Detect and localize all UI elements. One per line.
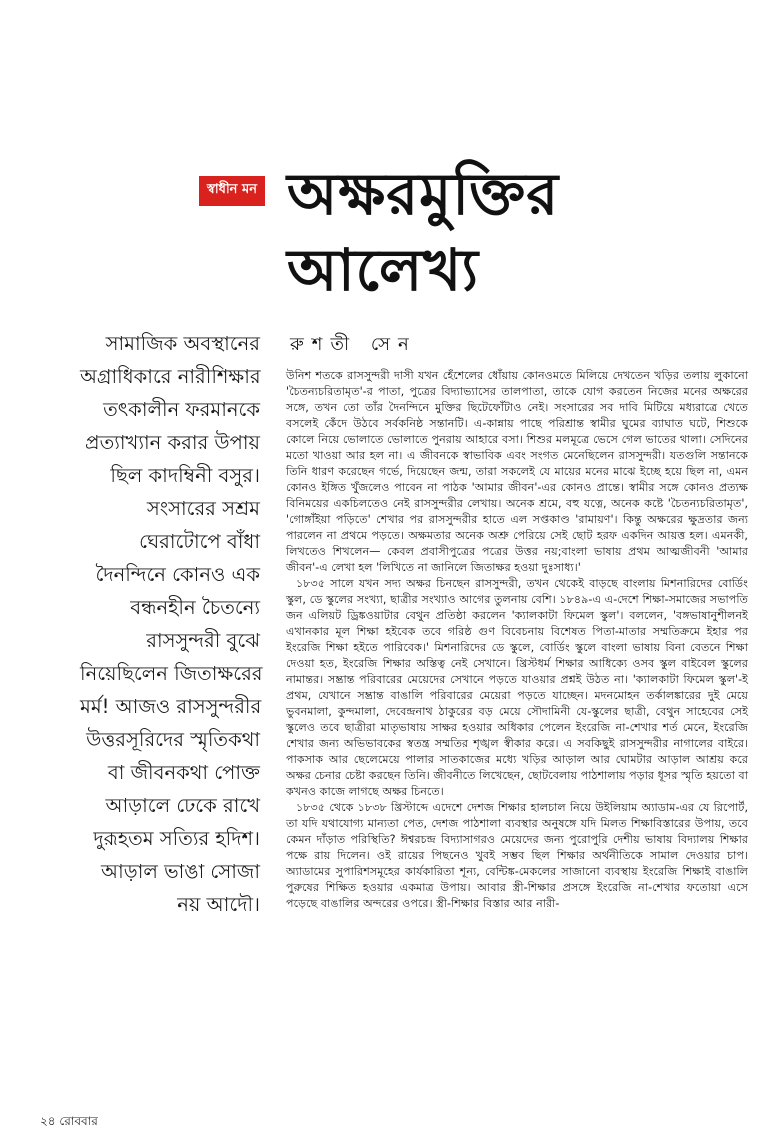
pull-quote-line: তৎকালীন ফরমানকে: [103, 398, 260, 421]
pull-quote-line: উত্তরসূরিদের স্মৃতিকথা: [86, 728, 260, 751]
pull-quote-line: ছিল কাদম্বিনী বসুর।: [110, 464, 260, 487]
pull-quote-line: মর্ম! আজও রাসসুন্দরীর: [80, 695, 262, 718]
pull-quote-line: সামাজিক অবস্থানের: [105, 332, 260, 355]
pull-quote-line: আড়ালে ঢেকে রাখে: [105, 794, 260, 817]
title-line: অক্ষরমুক্তির: [287, 160, 560, 228]
article-body: [286, 368, 748, 912]
pull-quote-line: আড়াল ভাঙা সোজা: [101, 860, 260, 883]
article-title: [287, 156, 757, 308]
pull-quote-line: রাসসুন্দরী বুঝে: [146, 629, 260, 652]
title-line: আলেখ্য: [287, 236, 480, 304]
author-byline: রুশতী সেন: [290, 334, 417, 355]
pull-quote-line: দুরূহতম সত্যির হদিশ।: [93, 827, 260, 850]
body-paragraph: ১৮৩৫ থেকে ১৮৩৮ খ্রিস্টাব্দে এদেশে দেশজ শিক্ষার হালচাল নিয়ে উইলিয়াম অ্যাডাম-এর যে রিপোর্ট, তা যদি যথাযোগ্য মান্যতা পেত, দেশজ পাঠশালা ব্যবস্থার অনুষঙ্গে যদি মিলত শিক্ষাবিস্তারের উপায়, তবে কেমন দাঁড়াত পরিস্থিতি? ঈশ্বরচন্দ্র বিদ্যাসাগরও মেয়েদের জন্য পুরোপুরি দেশীয় ভাষায় বিদ্যালয় শিক্ষার পক্ষে রায় দিলেন। ওই রায়ের পিছনেও খুবই সম্ভব ছিল শিক্ষার অর্থনীতিকে সামাল দেওয়ার চাপ। অ্যাডামের সুপারিশসমূহের কার্যকারিতা শূন্য, বেন্টিঙ্ক-মেকলের সাজানো ব্যবস্থায় ইংরেজি শিক্ষাই বাঙালি পুরুষের শিক্ষিত হওয়ার একমাত্র উপায়। আবার স্ত্রী-শিক্ষার প্রসঙ্গে ইংরেজি না-শেখার ফতোয়া এসে পড়েছে বাঙালির অন্দরের ওপরে। স্ত্রী-শিক্ষার বিস্তার আর নারী-: [286, 801, 748, 910]
pull-quote-line: বা জীবনকথা পোক্ত: [107, 761, 260, 784]
pull-quote-line: প্রত্যাখ্যান করার উপায়: [85, 431, 260, 454]
pull-quote-line: বন্ধনহীন চৈতন্যে: [130, 596, 260, 619]
pull-quote-line: দৈনন্দিনে কোনও এক: [95, 563, 260, 586]
pull-quote: [80, 327, 263, 921]
body-paragraph: ১৮৩৫ সালে যখন সদ্য অক্ষর চিনছেন রাসসুন্দরী, তখন থেকেই বাড়ছে বাংলায় মিশনারিদের বোর্ডিং স্কুল, ডে স্কুলের সংখ্যা, ছাত্রীর সংখ্যাও আগের তুলনায় বেশি। ১৮৪৯-এ এ-দেশে শিক্ষা-সমাজের সভাপতি জন এলিয়ট ড্রিঙ্কওয়াটার বেথুন প্রতিষ্ঠা করলেন 'ক্যালকাটা ফিমেল স্কুল'। বললেন, 'বঙ্গভাষানুশীলনই এখানকার মূল শিক্ষা হইবেক তবে গরিষ্ঠ গুণ বিবেচনায় বিশেষত পিতা-মাতার সম্মতিক্রমে ইহার পর ইংরেজি শিক্ষা হইতে পারিবেক।' মিশনারিদের ডে স্কুলে, বোর্ডিং স্কুলে বাংলা ভাষায় বিনা বেতনে শিক্ষা দেওয়া হত, ইংরেজি শিক্ষার অস্তিত্ব নেই সেখানে। খ্রিস্টধর্ম শিক্ষার আধিক্যে ওসব স্কুল বাইবেল স্কুলের নামান্তর। সম্ভ্রান্ত পরিবারের মেয়েদের সেখানে পড়তে যাওয়ার প্রশ্নই উঠত না। 'ক্যালকাটা ফিমেল স্কুল'-ই প্রথম, যেখানে সম্ভ্রান্ত বাঙালি পরিবারের মেয়েরা পড়তে যাচ্ছেন। মদনমোহন তর্কালঙ্কারের দুই মেয়ে ভুবনমালা, কুন্দমালা, দেবেন্দ্রনাথ ঠাকুরের বড় মেয়ে সৌদামিনী যে-স্কুলের ছাত্রী, বেথুন সাহেবের সেই স্কুলেও তবে ছাত্রীরা মাতৃভাষায় সাক্ষর হওয়ার অধিকার পেলেন ইংরেজি না-শেখার শর্ত মেনে, ইংরেজি শেখার জন্য অভিভাবকের স্বতন্ত্র সম্মতির শৃঙ্খল স্বীকার করে। এ সবকিছুই রাসসুন্দরীর নাগালের বাইরে। পাকসাক আর ছেলেমেয়ে পালার সাতকাজের মধ্যে খড়ির আড়াল আর ঘোমটার আড়াল আশ্রয় করে অক্ষর চেনার চেষ্টা করছেন তিনি। জীবনীতে লিখেছেন, ছোটবেলায় পাঠশালায় পড়ার ধূসর স্মৃতি হয়তো বা কখনও কাজে লাগছে অক্ষর চিনতে।: [286, 577, 748, 798]
page-footer: ২৪ রোববার: [40, 1114, 98, 1128]
pull-quote-line: সংসারের সশ্রম: [146, 497, 260, 520]
section-tag: স্বাধীন মন: [199, 176, 265, 206]
pull-quote-line: নয় আদৌ।: [177, 893, 260, 916]
pull-quote-line: ঘেরাটোপে বাঁধা: [139, 530, 260, 553]
body-paragraph: উনিশ শতকে রাসসুন্দরী দাসী যখন হেঁশেলের ধোঁয়ায় কোনওমতে মিলিয়ে দেখতেন খড়ির তলায় লুকানো 'চৈতন্যচরিতামৃত'-র পাতা, পুত্রের বিদ্যাভ্যাসের তালপাতা, তাকে যোগ করতেন নিজের মনের অক্ষরের সঙ্গে, তখন তো তাঁর দৈনন্দিনে মুক্তির ছিটেফোঁটাও নেই। সংসারের সব দাবি মিটিয়ে মধ্যরাত্রে খেতে বসলেই কেঁদে উঠবে সর্বকনিষ্ঠ সন্তানটি। এ-কান্নায় পাছে পরিশ্রান্ত স্বামীর ঘুমের ব্যাঘাত ঘটে, শিশুকে কোলে নিয়ে ভোলাতে ভোলাতে পুনরায় আহারে বসা। শিশুর মলমূত্রে ভেসে গেল ভাতের থালা। সেদিনের মতো খাওয়া আর হল না। এ জীবনকে স্বাভাবিক এবং সংগত মেনেছিলেন রাসসুন্দরী। যতগুলি সন্তানকে তিনি ধারণ করেছেন গর্ভে, দিয়েছেন জন্ম, তারা সকলেই যে মায়ের মনের মাঝে ইচ্ছে হয়ে ছিল না, এমন কোনও ইঙ্গিত খুঁজলেও পাবেন না পাঠক 'আমার জীবন'-এর কোনও প্রান্তে। স্বামীর সঙ্গে কোনও প্রত্যক্ষ বিনিময়ের একচিলতেও নেই রাসসুন্দরীর লেখায়। অনেক শ্রমে, বহু যত্নে, অনেক কষ্টে 'চৈতন্যচরিতামৃত', 'গোঙ্গাঁইয়া পড়িতে' শেখার পর রাসসুন্দরীর হাতে এল সপ্তকাণ্ড 'রামায়ণ'। কিন্তু অক্ষরের ক্ষুদ্রতার জন্য পারলেন না প্রথমে পড়তে। অক্ষমতার অনেক অশ্রু পেরিয়ে সেই ছোট হরফ একদিন আয়ত্ত হল। এমনকী, লিখতেও শিখলেন— কেবল প্রবাসীপুত্রের পত্রের উত্তর নয়;বাংলা ভাষায় প্রথম আত্মজীবনী 'আমার জীবন'-এ লেখা হল 'লিখিতে না জানিলে জিতাক্ষর হওয়া দুঃসাধ্য।': [286, 369, 748, 574]
pull-quote-line: অগ্রাধিকারে নারীশিক্ষার: [80, 365, 261, 388]
pull-quote-line: নিয়েছিলেন জিতাক্ষরের: [80, 662, 263, 685]
